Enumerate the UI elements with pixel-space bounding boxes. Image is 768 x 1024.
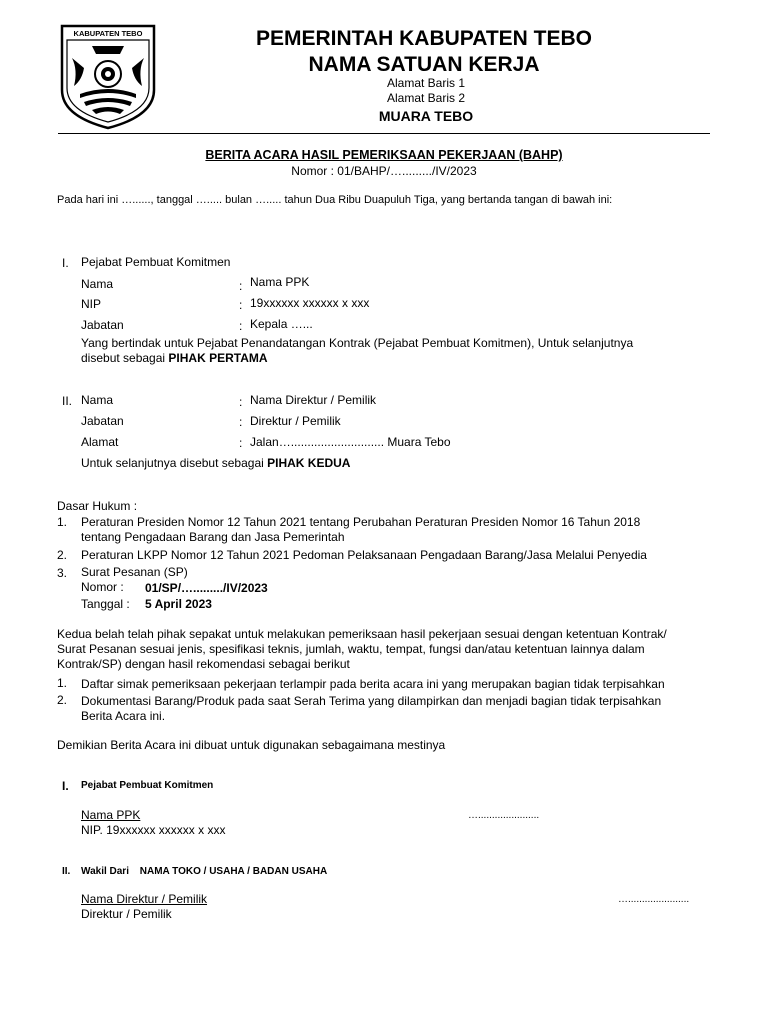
party2-role: PIHAK KEDUA [267, 456, 351, 470]
party2-description [81, 456, 350, 470]
sign1-signature-dots: …...................... [468, 810, 540, 821]
party1-role: PIHAK PERTAMA [168, 351, 268, 365]
agreement-line: Kedua belah telah pihak sepakat untuk melakukan pemeriksaan hasil pekerjaan sesuai dengan ketentuan Kontrak/ [57, 627, 667, 641]
sign1-numeral: I. [62, 779, 69, 793]
party2-alamat-label: Alamat [81, 435, 119, 449]
sp-nomor-value: 01/SP/…........./IV/2023 [145, 581, 268, 595]
dasar-hukum-item-num: 2. [57, 548, 68, 562]
party1-nip-sep: : [239, 298, 243, 312]
dasar-hukum-item-line: Peraturan LKPP Nomor 12 Tahun 2021 Pedoman Pelaksanaan Pengadaan Barang/Jasa Melalui Penyedia [81, 548, 647, 562]
party2-name-sep: : [239, 395, 243, 409]
kop-address-1: Alamat Baris 1 [386, 76, 466, 90]
party1-jabatan-value: Kepala …... [250, 317, 313, 331]
party1-numeral: I. [62, 256, 69, 270]
party1-jabatan-sep: : [239, 319, 243, 333]
party1-name-value: Nama PPK [250, 275, 310, 289]
party2-name-value: Nama Direktur / Pemilik [250, 393, 377, 407]
sp-tanggal-value: 5 April 2023 [145, 597, 212, 611]
sign1-heading: Pejabat Pembuat Komitmen [81, 780, 214, 791]
sign2-organization: NAMA TOKO / USAHA / BADAN USAHA [139, 866, 328, 877]
party1-description-line2 [81, 351, 268, 365]
sign2-title: Direktur / Pemilik [81, 907, 172, 921]
party2-alamat-value: Jalan…............................ Muara Tebo [250, 435, 451, 449]
dasar-hukum-item-line: Peraturan Presiden Nomor 12 Tahun 2021 tentang Perubahan Peraturan Presiden Nomor 16 Tahun 2018 [81, 515, 641, 529]
sign1-name: Nama PPK [81, 808, 141, 822]
dasar-hukum-item-num: 3. [57, 566, 68, 580]
party2-jabatan-label: Jabatan [81, 414, 124, 428]
party2-alamat-sep: : [239, 436, 243, 450]
kop-government: PEMERINTAH KABUPATEN TEBO [256, 27, 592, 50]
party1-description-prefix: disebut sebagai [81, 351, 169, 365]
sign2-heading-prefix: Wakil Dari [81, 866, 129, 877]
dasar-hukum-item-line: Surat Pesanan (SP) [81, 565, 188, 579]
opening-paragraph: Pada hari ini …......, tanggal …..... bulan …..... tahun Dua Ribu Duapuluh Tiga, yang bertanda tangan di bawah ini: [57, 194, 613, 206]
sp-tanggal-label: Tanggal : [81, 597, 130, 611]
party1-description-line1: Yang bertindak untuk Pejabat Penandatangan Kontrak (Pejabat Pembuat Komitmen), Untuk selanjutnya [81, 336, 634, 350]
result-item-line: Dokumentasi Barang/Produk pada saat Serah Terima yang dilampirkan dan menjadi bagian tidak terpisahkan [81, 694, 662, 708]
party2-jabatan-value: Direktur / Pemilik [250, 414, 341, 428]
party2-name-label: Nama [81, 393, 114, 407]
party2-description-prefix: Untuk selanjutnya disebut sebagai [81, 456, 268, 470]
kop-city: MUARA TEBO [378, 108, 474, 124]
party1-jabatan-label: Jabatan [81, 318, 124, 332]
sp-nomor-label: Nomor : [81, 580, 124, 594]
kop-divider [58, 133, 710, 134]
sign2-heading [81, 866, 327, 877]
party1-name-label: Nama [81, 277, 114, 291]
dasar-hukum-heading: Dasar Hukum : [57, 499, 138, 513]
result-item-line: Daftar simak pemeriksaan pekerjaan terlampir pada berita acara ini yang merupakan bagian tidak terpisahkan [81, 677, 665, 691]
party1-nip-label: NIP [81, 297, 102, 311]
party1-nip-value: 19xxxxxx xxxxxx x xxx [250, 296, 370, 310]
sign2-name: Nama Direktur / Pemilik [81, 892, 208, 906]
document-number: Nomor : 01/BAHP/…........./IV/2023 [291, 164, 477, 178]
agreement-line: Surat Pesanan sesuai jenis, spesifikasi teknis, jumlah, waktu, tempat, fungsi dan/atau ketentuan lainnya dalam [57, 642, 645, 656]
dasar-hukum-item-line: tentang Pengadaan Barang dan Jasa Pemerintah [81, 530, 345, 544]
sign2-numeral: II. [62, 866, 71, 877]
result-item-line: Berita Acara ini. [81, 709, 166, 723]
party1-name-sep: : [239, 279, 243, 293]
emblem-text: KABUPATEN TEBO [73, 29, 143, 38]
document-title: BERITA ACARA HASIL PEMERIKSAAN PEKERJAAN (BAHP) [205, 148, 563, 162]
result-item-num: 2. [57, 693, 68, 707]
party1-heading: Pejabat Pembuat Komitmen [81, 255, 231, 269]
party2-jabatan-sep: : [239, 415, 243, 429]
closing-statement: Demikian Berita Acara ini dibuat untuk digunakan sebagaimana mestinya [57, 738, 446, 752]
party2-numeral: II. [62, 394, 73, 408]
kop-unit-name: NAMA SATUAN KERJA [308, 53, 540, 76]
sign1-nip: NIP. 19xxxxxx xxxxxx x xxx [81, 823, 226, 837]
result-item-num: 1. [57, 676, 68, 690]
dasar-hukum-item-num: 1. [57, 515, 68, 529]
kop-address-2: Alamat Baris 2 [386, 91, 466, 105]
agreement-line: Kontrak/SP) dengan hasil rekomendasi sebagai berikut [57, 657, 350, 671]
sign2-signature-dots: …...................... [618, 894, 690, 905]
